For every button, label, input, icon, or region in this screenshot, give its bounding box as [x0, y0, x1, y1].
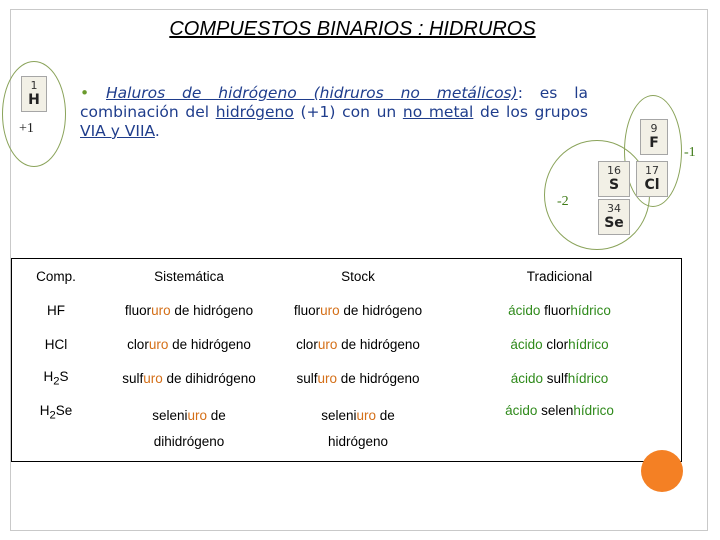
- header-stock: Stock: [341, 268, 375, 284]
- cell-stock: [278, 395, 438, 462]
- element-tile-cl: [636, 161, 668, 197]
- name-root: seleni: [152, 408, 188, 423]
- name-suffix: uro: [320, 302, 340, 318]
- cell-sistematica: [100, 293, 278, 327]
- tile-number: 17: [645, 164, 659, 177]
- name-root: clor: [127, 336, 149, 352]
- formula-h: H: [39, 403, 50, 418]
- hidrogeno-text: hidrógeno: [215, 103, 294, 121]
- table-header-row: [12, 259, 682, 294]
- oxidation-minus-one: -1: [684, 145, 696, 160]
- element-tile-se: [598, 199, 630, 235]
- name-suffix: uro: [148, 336, 169, 352]
- header-sistematica: Sistemática: [154, 268, 224, 284]
- tile-symbol: F: [649, 135, 659, 151]
- name-suffix: uro: [143, 370, 163, 386]
- tile-symbol: S: [608, 177, 620, 193]
- tile-number: 34: [607, 202, 621, 215]
- name-root: selen: [537, 403, 574, 418]
- cell-sistematica: [100, 395, 278, 462]
- tile-symbol: Se: [604, 215, 624, 231]
- name-suffix: uro: [317, 370, 337, 386]
- name-root: sulf: [542, 370, 568, 386]
- cell-sistematica: [100, 361, 278, 395]
- bullet-paragraph: [80, 84, 588, 141]
- name-rest: de hidrógeno: [170, 302, 254, 318]
- name-root: fluor: [124, 302, 152, 318]
- cell-tradicional: [438, 327, 682, 361]
- name-suffix: uro: [187, 408, 207, 423]
- tile-symbol: Cl: [644, 177, 660, 193]
- oxidation-plus-one: +1: [19, 121, 34, 136]
- cell-sistematica: [100, 327, 278, 361]
- element-tile-f: [640, 119, 668, 155]
- cell-stock: [278, 293, 438, 327]
- name-root: seleni: [321, 408, 357, 423]
- nomenclature-table: [11, 258, 682, 462]
- name-root: fluor: [293, 302, 321, 318]
- acido-word: ácido: [505, 403, 538, 418]
- decorative-orange-circle: [641, 450, 683, 492]
- name-root: clor: [296, 336, 318, 352]
- name-rest: de dihidrógeno: [162, 370, 256, 386]
- cell-tradicional: [438, 395, 682, 462]
- formula-subscript: 2: [49, 409, 56, 422]
- cell-tradicional: [438, 293, 682, 327]
- element-tile-h: [21, 76, 47, 112]
- bullet-icon: •: [80, 84, 90, 102]
- name-rest: de hidrógeno: [337, 336, 420, 352]
- header-comp: Comp.: [36, 268, 76, 284]
- tile-number: 9: [650, 122, 658, 135]
- name-root: sulf: [122, 370, 144, 386]
- cell-stock: [278, 327, 438, 361]
- name-rest: de: [207, 408, 226, 423]
- name-root: fluor: [540, 302, 571, 318]
- no-metal-text: no metal: [402, 103, 474, 121]
- name-rest: de: [376, 408, 395, 423]
- name-suffix: hídrico: [573, 403, 614, 418]
- formula-subscript: 2: [53, 375, 60, 388]
- cell-tradicional: [438, 361, 682, 395]
- term-text: Haluros de hidrógeno (hidruros no metálicos): [106, 84, 518, 102]
- cell-stock: [278, 361, 438, 395]
- name-rest: de hidrógeno: [336, 370, 420, 386]
- name-suffix: hídrico: [568, 336, 609, 352]
- table-row: [12, 293, 682, 327]
- cell-comp: HCl: [44, 336, 68, 352]
- cell-comp: [12, 361, 101, 395]
- name-root: clor: [542, 336, 569, 352]
- header-tradicional: Tradicional: [526, 268, 593, 284]
- table-row: [12, 395, 682, 462]
- bullet-end: .: [154, 122, 160, 140]
- bullet-part-1: : es la combinación del: [80, 84, 588, 121]
- name-suffix: uro: [317, 336, 338, 352]
- acido-word: ácido: [510, 336, 543, 352]
- groups-text: VIA y VIIA: [80, 122, 155, 140]
- name-line-2: dihidrógeno: [153, 434, 225, 449]
- bullet-part-2: (+1) con un: [293, 103, 403, 121]
- table-row: [12, 361, 682, 395]
- page-title: COMPUESTOS BINARIOS : HIDRUROS: [169, 18, 536, 40]
- name-rest: de hidrógeno: [168, 336, 251, 352]
- name-suffix: uro: [356, 408, 376, 423]
- cell-comp: [12, 395, 101, 462]
- formula-element: Se: [55, 403, 73, 418]
- acido-word: ácido: [508, 302, 541, 318]
- table-row: [12, 327, 682, 361]
- name-suffix: hídrico: [567, 370, 609, 386]
- name-suffix: hídrico: [570, 302, 611, 318]
- formula-h: H: [43, 368, 54, 384]
- tile-number: 1: [30, 79, 38, 92]
- bullet-part-3: de los grupos: [473, 103, 588, 121]
- name-root: sulf: [296, 370, 318, 386]
- name-suffix: uro: [151, 302, 171, 318]
- name-rest: de hidrógeno: [339, 302, 423, 318]
- acido-word: ácido: [510, 370, 543, 386]
- formula-element: S: [59, 368, 69, 384]
- oxidation-minus-two: -2: [557, 194, 569, 209]
- tile-number: 16: [607, 164, 621, 177]
- cell-comp: HF: [47, 302, 65, 318]
- name-line-2: hidrógeno: [327, 434, 389, 449]
- element-tile-s: [598, 161, 630, 197]
- tile-symbol: H: [28, 92, 40, 108]
